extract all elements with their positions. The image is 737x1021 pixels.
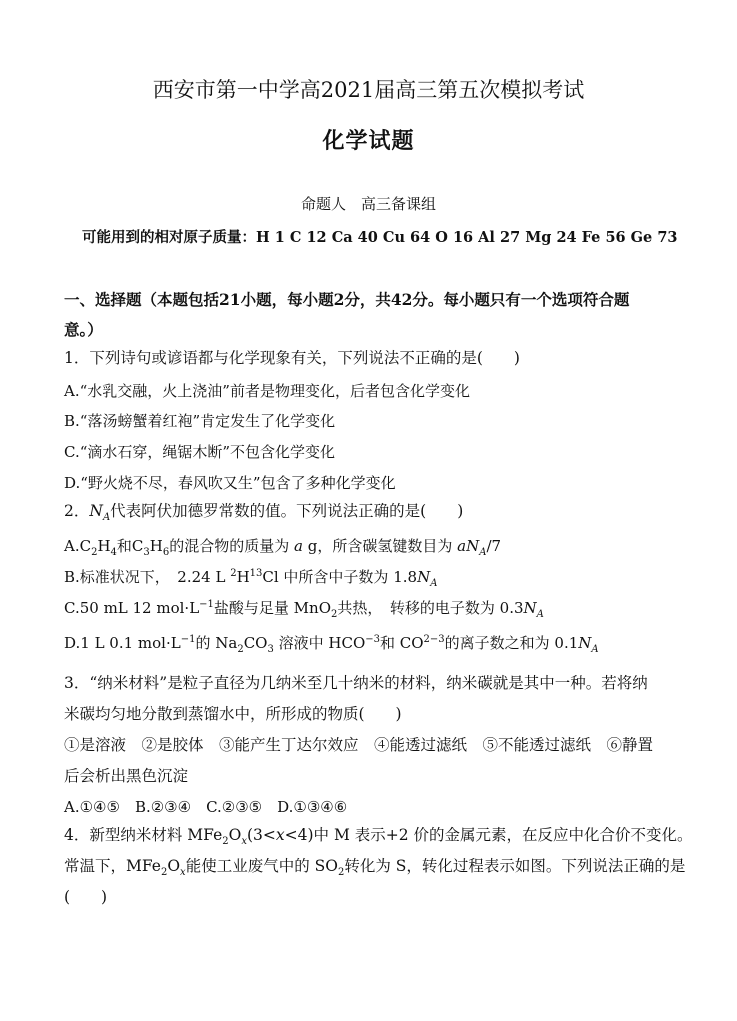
subscript: A — [479, 547, 487, 558]
superscript: −1 — [180, 634, 196, 645]
question-2-number: 2． — [64, 502, 90, 520]
variable: a — [294, 537, 303, 555]
superscript: −1 — [199, 599, 214, 610]
text: H — [149, 537, 163, 555]
section-heading-line2: 意。） — [64, 320, 103, 339]
question-1-option-d: D.“野火烧不尽，春风吹又生”包含了多种化学变化 — [64, 474, 396, 492]
question-2-text: 代表阿伏加德罗常数的值。下列说法正确的是( ) — [110, 502, 464, 520]
question-2-option-b — [64, 566, 437, 587]
subscript: 2 — [237, 644, 244, 655]
text: H — [236, 568, 250, 586]
question-2-stem — [64, 499, 464, 524]
text: 能使工业废气中的 SO — [185, 857, 338, 875]
variable: N — [578, 634, 592, 652]
subscript: x — [241, 836, 247, 848]
subscript: 6 — [162, 547, 170, 558]
text: 转化为 S，转化过程表示如图。下列说法正确的是 — [344, 857, 686, 875]
text: 的混合物的质量为 — [169, 537, 295, 555]
exam-title: 西安市第一中学高2021届高三第五次模拟考试 — [152, 78, 585, 102]
text: 共热， 转移的电子数为 0.3 — [337, 599, 524, 617]
question-3-items-line2: 后会析出黑色沉淀 — [64, 767, 189, 785]
text: (3< — [246, 826, 276, 844]
superscript: 13 — [249, 568, 263, 579]
superscript: 2−3 — [423, 634, 445, 645]
question-3-options: A.①④⑤ B.②③④ C.②③⑤ D.①③④⑥ — [64, 798, 348, 816]
question-2-option-d — [64, 632, 599, 653]
superscript: 2 — [230, 568, 237, 579]
text: 盐酸与足量 MnO — [213, 599, 331, 617]
subscript: A — [591, 644, 599, 655]
text: C.50 mL 12 mol·L — [64, 599, 200, 617]
subscript: 2 — [91, 547, 98, 558]
subscript: x — [180, 867, 186, 879]
text: H — [97, 537, 111, 555]
question-1-option-c: C.“滴水石穿，绳锯木断”不包含化学变化 — [64, 443, 336, 461]
text: 和C — [116, 537, 144, 555]
text: D.1 L 0.1 mol·L — [64, 634, 181, 652]
section-heading-line1: 一、选择题（本题包括21小题，每小题2分，共42分。每小题只有一个选项符合题 — [64, 290, 630, 309]
author-line: 命题人 高三备课组 — [300, 195, 436, 213]
question-3-stem-line2: 米碳均匀地分散到蒸馏水中，所形成的物质( ) — [64, 705, 402, 723]
text: O — [167, 857, 181, 875]
variable: N — [523, 599, 537, 617]
text: g，所含碳氢键数目为 — [302, 537, 458, 555]
text: 4．新型纳米材料 MFe — [64, 826, 223, 844]
question-2-option-a — [64, 535, 501, 556]
text: /7 — [486, 537, 502, 555]
text: CO — [243, 634, 268, 652]
question-4-line2 — [64, 854, 686, 879]
na-subscript: A — [102, 512, 111, 524]
question-2-option-c — [64, 597, 544, 618]
subscript: 2 — [160, 867, 168, 879]
text: 溶液中 HCO — [273, 634, 366, 652]
text: 的离子数之和为 0.1 — [444, 634, 579, 652]
text: <4)中 M 表示+2 价的金属元素，在反应中化合价不变化。 — [284, 826, 693, 844]
text: A.C — [64, 537, 92, 555]
subscript: 2 — [222, 836, 229, 848]
na-symbol: N — [89, 502, 103, 520]
text: 常温下，MFe — [64, 857, 161, 875]
text: 的 Na — [195, 634, 238, 652]
question-1-option-a: A.“水乳交融，火上浇油”前者是物理变化，后者包含化学变化 — [64, 382, 470, 400]
question-4-line3: ( ) — [64, 888, 108, 906]
subscript: A — [536, 609, 544, 620]
atomic-masses: 可能用到的相对原子质量：H 1 C 12 Ca 40 Cu 64 O 16 Al 27 Mg 24 Fe 56 Ge 73 — [82, 229, 678, 246]
question-3-stem-line1: 3．“纳米材料”是粒子直径为几纳米至几十纳米的材料，纳米碳就是其中一种。若将纳 — [64, 674, 648, 692]
question-3-items-line1: ①是溶液 ②是胶体 ③能产生丁达尔效应 ④能透过滤纸 ⑤不能透过滤纸 ⑥静置 — [64, 736, 654, 754]
subscript: 2 — [331, 609, 338, 620]
text: O — [228, 826, 242, 844]
subscript: 3 — [267, 644, 274, 655]
question-4-line1 — [64, 823, 693, 848]
subscript: 2 — [337, 867, 345, 879]
question-1-stem: 1．下列诗句或谚语都与化学现象有关，下列说法不正确的是( ) — [64, 349, 520, 367]
subject-title: 化学试题 — [322, 128, 415, 154]
text: B.标准状况下， 2.24 L — [64, 568, 231, 586]
question-1-option-b: B.“落汤螃蟹着红袍”肯定发生了化学变化 — [64, 412, 336, 430]
variable: aN — [457, 537, 480, 555]
text: Cl 中所含中子数为 1.8 — [262, 568, 418, 586]
superscript: −3 — [365, 634, 380, 645]
variable: N — [417, 568, 431, 586]
variable: x — [275, 826, 285, 844]
subscript: A — [430, 578, 438, 589]
subscript: 3 — [143, 547, 150, 558]
text: 和 CO — [380, 634, 424, 652]
subscript: 4 — [110, 547, 117, 558]
